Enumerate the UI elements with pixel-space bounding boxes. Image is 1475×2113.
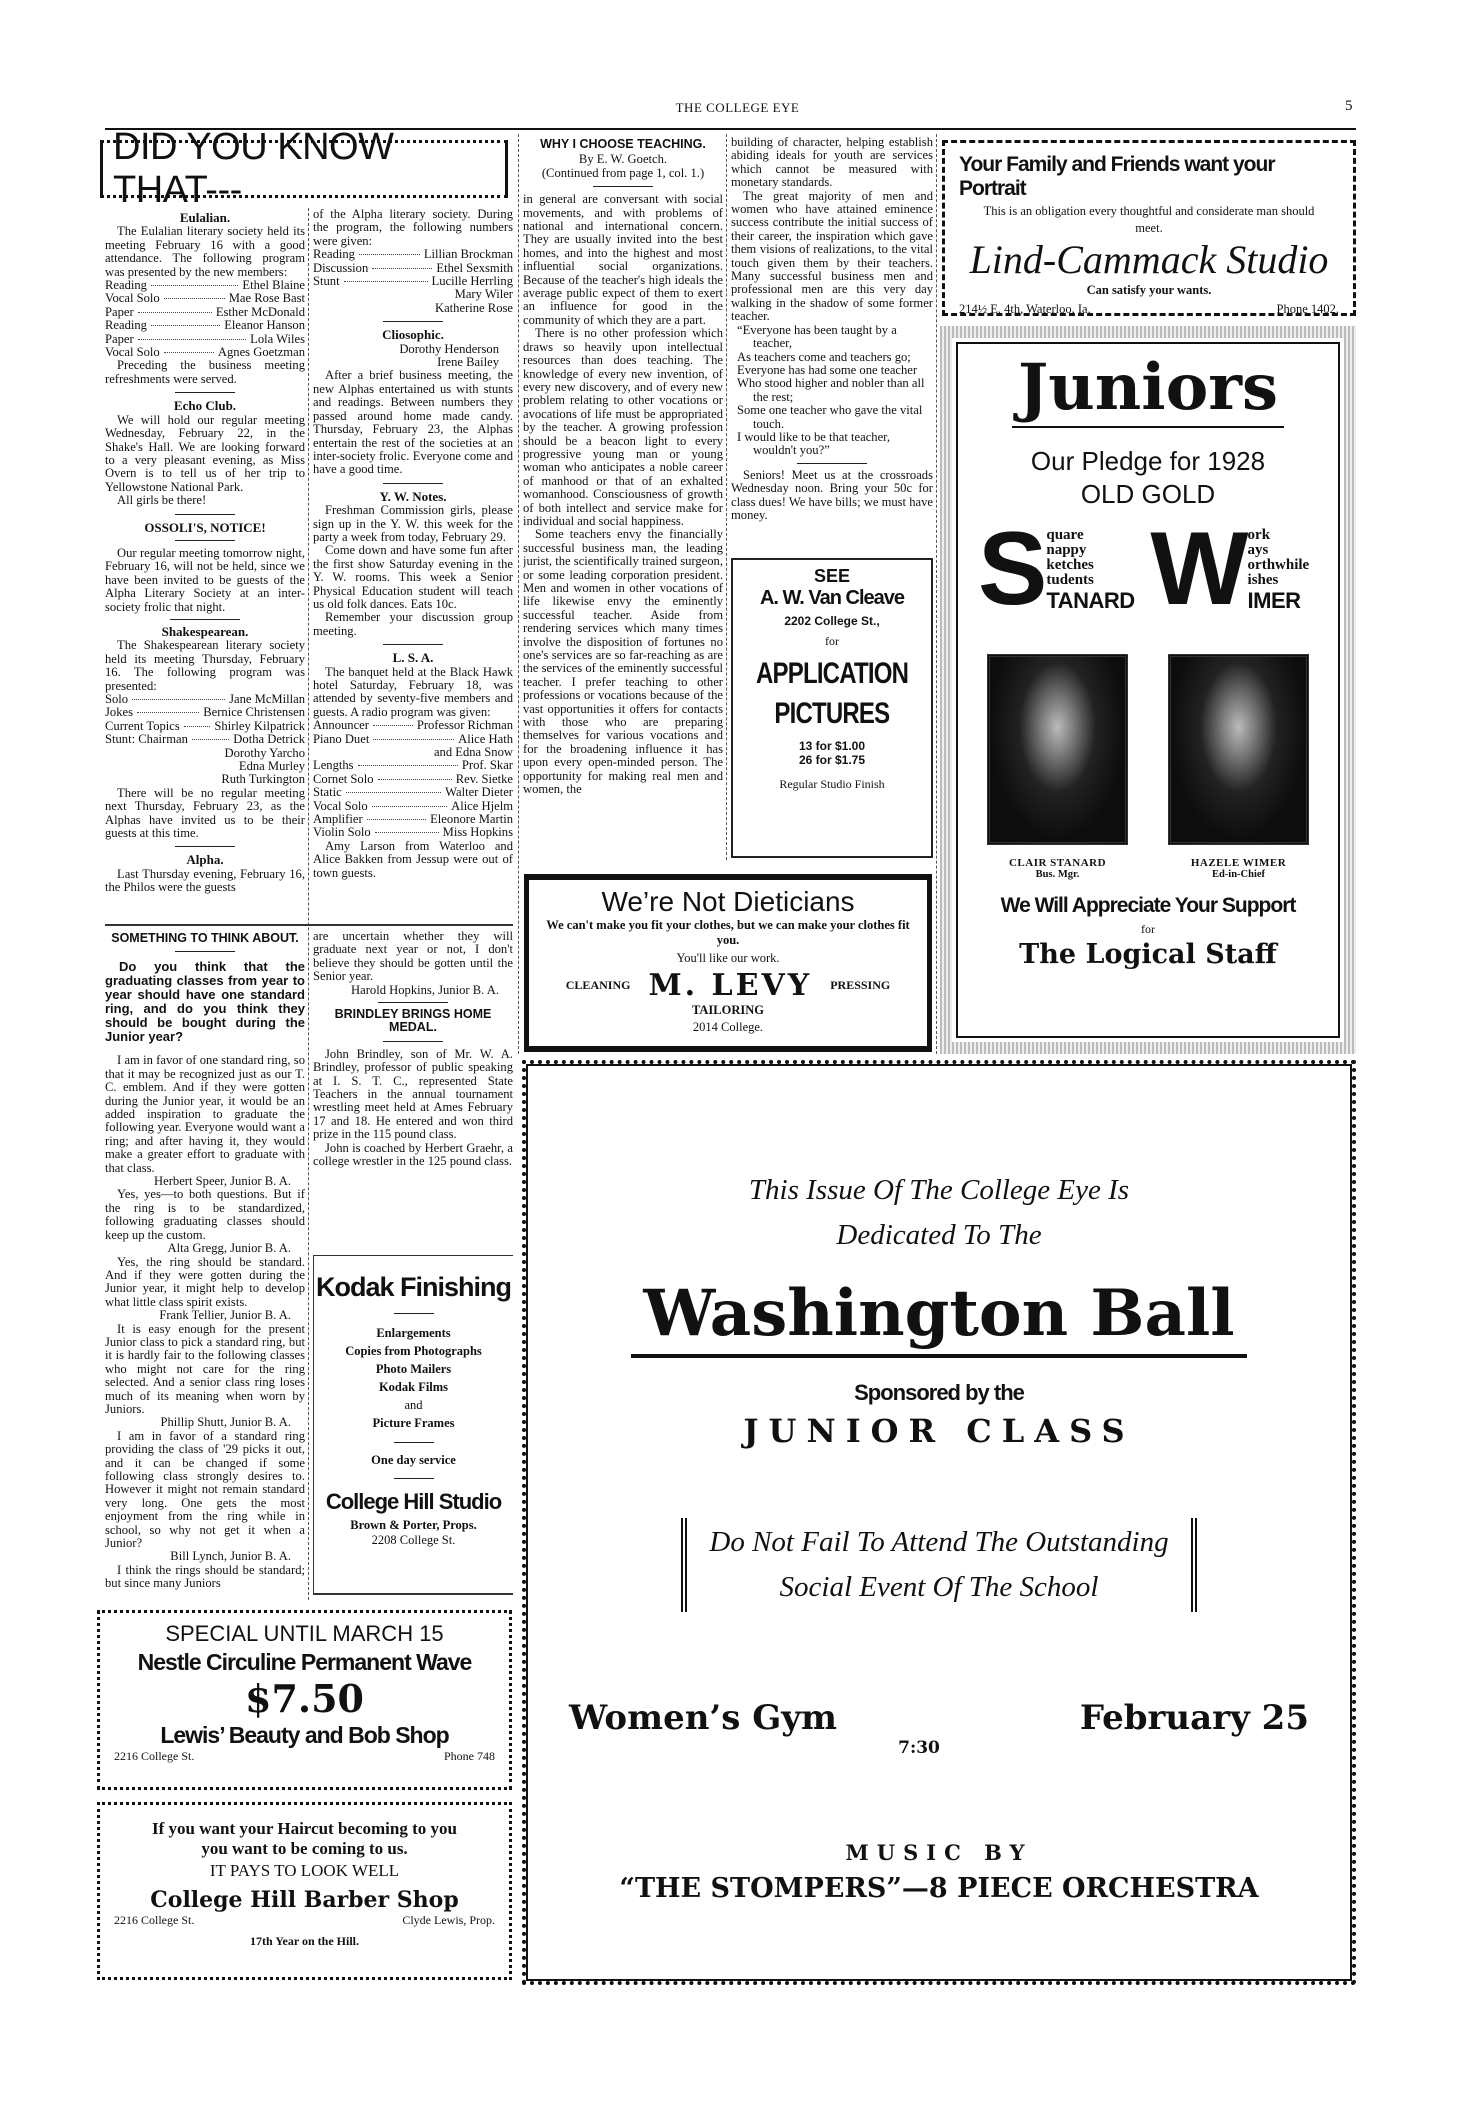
- signature: Bill Lynch, Junior B. A.: [170, 1549, 291, 1564]
- studio-address: 214½ E. 4th, Waterloo, Ia.: [959, 302, 1091, 316]
- program-performer: Shirley Kilpatrick: [214, 718, 305, 733]
- program-performer: Lola Wiles: [250, 331, 305, 346]
- candidate-stanard: [987, 654, 1128, 880]
- program-item: Vocal Solo: [313, 798, 368, 813]
- column-divider: [308, 208, 309, 1600]
- divider: [383, 644, 443, 645]
- barber-line-2: you want to be coming to us.: [201, 1839, 408, 1858]
- paragraph: Yes, the ring should be standard. And if they were gotten during the Junior year, it might help to develop what little class spirit exists.: [105, 1254, 305, 1309]
- w-initial: W: [1150, 511, 1248, 627]
- program-performer: Prof. Skar: [461, 758, 513, 773]
- ring-article-column: [105, 930, 305, 1598]
- program-row: [105, 760, 305, 773]
- signature: Harold Hopkins, Junior B. A.: [351, 982, 499, 997]
- divider: [378, 1002, 448, 1003]
- program-item: Amplifier: [313, 812, 363, 827]
- for-label: for: [1141, 922, 1155, 936]
- byline: By E. W. Goetch.: [578, 152, 668, 167]
- article-heading: Shakespearean.: [161, 623, 249, 639]
- leader-dots: [359, 254, 420, 255]
- divider: [593, 186, 653, 187]
- article-heading: OSSOLI'S, NOTICE!: [144, 519, 266, 535]
- paragraph: All girls be there!: [117, 493, 207, 508]
- leader-dots: [344, 281, 428, 282]
- washington-ball-title: Washington Ball: [631, 1274, 1246, 1358]
- leader-dots: [373, 739, 454, 740]
- leader-dots: [184, 726, 211, 727]
- paragraph: Seniors! Meet us at the crossroads Wednesday noon. Bring your 50c for class dues! We have bills; we must have money.: [731, 467, 933, 522]
- question: Do you think that the graduating classes from year to year should have one standard ring, and do you think they should be bought during the Junior year?: [105, 959, 305, 1045]
- poem-line: “Everyone has been taught by a teacher,: [737, 322, 897, 351]
- attend-line-2: Social Event Of The School: [779, 1571, 1099, 1603]
- barber-proprietor: Clyde Lewis, Prop.: [402, 1913, 495, 1927]
- event-location: Women’s Gym: [569, 1698, 837, 1738]
- paragraph: There will be no regular meeting next Thursday, February 23, as the Alphas have invited us to be their guests at this time.: [105, 785, 305, 841]
- kodak-title: Kodak Finishing: [315, 1272, 511, 1302]
- divider: [175, 951, 235, 952]
- leader-dots: [138, 339, 246, 340]
- program-item: Current Topics: [105, 718, 180, 733]
- program-item: Violin Solo: [313, 825, 371, 840]
- kodak-item: Enlargements: [376, 1326, 451, 1340]
- juniors-ad-frame: [940, 326, 1356, 1054]
- program-item: Cornet Solo: [313, 771, 374, 786]
- divider: [383, 483, 443, 484]
- photographer-name: A. W. Van Cleave: [759, 587, 905, 609]
- barber-shop-ad: [97, 1802, 512, 1980]
- program-performer: Mary Wiler: [454, 287, 513, 302]
- program-item: Solo: [105, 692, 129, 706]
- program-row: [313, 813, 513, 826]
- divider: [175, 846, 235, 847]
- dedication-line-2: Dedicated To The: [836, 1219, 1042, 1251]
- kodak-item: and: [404, 1398, 423, 1412]
- junior-class-label: JUNIOR CLASS: [743, 1412, 1135, 1450]
- poem-line: Who stood higher and nobler than all the rest;: [737, 376, 925, 404]
- for-label: for: [825, 634, 839, 648]
- signature: Alta Gregg, Junior B. A.: [167, 1241, 291, 1256]
- article-heading: L. S. A.: [392, 650, 434, 666]
- divider: [170, 619, 240, 620]
- leader-dots: [132, 699, 225, 700]
- leader-dots: [151, 285, 238, 286]
- studio-address: 2208 College St.: [371, 1533, 456, 1547]
- divider: [797, 463, 867, 464]
- program-row: [313, 786, 513, 799]
- barber-line-1: If you want your Haircut becoming to you: [152, 1819, 457, 1838]
- signature: Frank Tellier, Junior B. A.: [159, 1308, 291, 1323]
- program-performer: Jane McMillan: [229, 692, 305, 706]
- program-row: [313, 759, 513, 772]
- did-you-know-banner: [100, 126, 508, 211]
- paragraph: The Shakespearean literary society held its meeting Thursday, February 16. The following program was presented:: [105, 638, 305, 693]
- finish-label: Regular Studio Finish: [779, 777, 885, 791]
- program-performer: Eleonore Martin: [430, 812, 513, 827]
- paragraph: The great majority of men and women who have attained eminence success contribute the initial success of their career, the inspiration which gave them visions of realizations, to the vital touch given them by their teachers. Many successful business men and professional men are this very day walking in the shadow of some former teacher.: [731, 188, 933, 324]
- paragraph: building of character, helping establish abiding ideals for youth are services which cannot be measured with monetary standards.: [731, 136, 933, 190]
- paragraph: We will hold our regular meeting Wednesday, February 22, in the Shake's Hall. We are looking forward to a very pleasant evening, as Miss Overn is to tell us of her trip to Yellowstone National Park.: [105, 412, 305, 494]
- appreciate-line: We Will Appreciate Your Support: [1000, 894, 1296, 917]
- portrait-photo: [1168, 654, 1309, 845]
- leader-dots: [346, 792, 441, 793]
- teaching-article-column-2: [731, 136, 933, 552]
- program-row: [105, 706, 305, 719]
- divider: [383, 1041, 443, 1042]
- program-performer: Eleanor Hanson: [224, 318, 305, 333]
- program-performer: Alice Hjelm: [451, 798, 513, 813]
- pledge-line: Our Pledge for 1928: [1030, 446, 1266, 476]
- price-2: 26 for $1.75: [798, 753, 866, 767]
- column-divider: [518, 134, 519, 1054]
- program-performer: Dorothy Yarcho: [224, 745, 305, 760]
- kodak-item: Copies from Photographs: [345, 1344, 482, 1358]
- program-list: [313, 248, 513, 315]
- paragraph: Come down and have some fun after the first show Saturday evening in the Y. W. rooms. This week a Senior Physical Education student will teach us old folk dances. Eats 10c.: [313, 543, 513, 611]
- music-by-label: MUSIC BY: [845, 1840, 1033, 1865]
- banner-title: DID YOU KNOW THAT---: [113, 126, 394, 211]
- page-number: 5: [1345, 98, 1353, 114]
- program-row: [313, 746, 513, 759]
- w-word: ishes: [1247, 572, 1279, 588]
- program-performer: Ethel Sexsmith: [436, 260, 513, 275]
- poem-line: I would like to be that teacher, wouldn't you?”: [737, 429, 891, 458]
- leader-dots: [138, 312, 212, 313]
- program-performer: Lillian Brockman: [423, 247, 513, 262]
- program-row: [105, 279, 305, 292]
- leader-dots: [378, 779, 452, 780]
- lewis-beauty-shop-ad: [97, 1610, 512, 1790]
- article-headline: BRINDLEY BRINGS HOME MEDAL.: [334, 1007, 492, 1035]
- attend-callout: [681, 1518, 1196, 1612]
- program-list: [313, 719, 513, 840]
- program-item: Static: [313, 785, 342, 800]
- paragraph: Some teachers envy the financially successful business man, the leading jurist, the scientifically trained surgeon, or some leading corporation president. Men and women in other vocations of life likewise envy the eminently successful teacher. Aside from rendering services which many times involve the disposition of fortunes no one's services are so far-reaching as are the services of the eminently successful teacher. I prefer teaching to other professions or vocations because of the vast opportunities it offers for contacts with those who are preparing themselves for various vocations and for the broadening influence it has upon every open-minded person. The opportunity for making real men and women, the: [523, 527, 723, 797]
- kodak-item: Picture Frames: [372, 1416, 455, 1430]
- brindley-article-column: [313, 930, 513, 1248]
- price-1: 13 for $1.00: [798, 739, 866, 753]
- poem-line: Some one teacher who gave the vital touch.: [737, 403, 923, 431]
- levy-headline: We’re Not Dieticians: [601, 886, 855, 917]
- program-item: Announcer: [313, 718, 369, 733]
- paragraph: I am in favor of a standard ring providing the class of '29 picks it out, and it can be changed if some following class strongly desires to. However it might not remain standard very long. One gets the most enjoyment from the ring while in school, so why not get it when a Junior?: [105, 1428, 305, 1551]
- s-word: ketches: [1046, 557, 1094, 573]
- program-performer: Lucille Herrling: [431, 274, 513, 289]
- old-gold-line: OLD GOLD: [1080, 479, 1216, 509]
- program-performer: Mae Rose Bast: [228, 291, 305, 306]
- s-surname: TANARD: [1046, 588, 1135, 613]
- leader-dots: [358, 765, 458, 766]
- lind-cammack-ad: [942, 140, 1356, 316]
- program-item: Paper: [105, 304, 134, 319]
- photographer-address: 2202 College St.,: [784, 614, 880, 628]
- leader-dots: [367, 819, 426, 820]
- s-word: tudents: [1046, 572, 1094, 588]
- program-row: [313, 719, 513, 732]
- poem-line: As teachers come and teachers go;: [737, 349, 911, 364]
- w-word: ays: [1247, 542, 1269, 558]
- paragraph: After a brief business meeting, the new Alphas entertained us with stunts and readings. Between numbers they passed around home made candy. Thursday, February 23, the Alphas entertain the rest of the societies at an inter-society frolic. Everyone come and have a good time.: [313, 368, 513, 477]
- band-name: “THE STOMPERS”—8 PIECE ORCHESTRA: [619, 1873, 1259, 1904]
- program-item: Paper: [105, 331, 134, 346]
- paragraph: in general are conversant with social movements, and with problems of national and international concern. They are usually invited into the best homes, and into the highest and most influential social organizations. Because of the teacher's high ideals the average public expect of them to exert an influence for good in the community of which they are a part.: [523, 192, 723, 327]
- pictures-headline: PICTURES: [774, 697, 890, 730]
- w-word: orthwhile: [1247, 557, 1310, 573]
- column-divider: [726, 134, 727, 860]
- program-performer: Alice Hath: [458, 731, 513, 746]
- program-performer: Katherine Rose: [435, 300, 513, 315]
- paragraph: The banquet held at the Black Hawk hotel Saturday, February 18, was attended by seventy-five members and guests. A radio program was given:: [313, 664, 513, 719]
- program-row: [313, 248, 513, 261]
- program-row: [105, 773, 305, 786]
- program-item: Lengths: [313, 758, 354, 773]
- program-performer: Edna Murley: [238, 759, 305, 774]
- program-row: [105, 306, 305, 319]
- program-item: Vocal Solo: [105, 345, 160, 360]
- program-performer: and Edna Snow: [433, 745, 513, 760]
- w-surname: IMER: [1247, 588, 1301, 613]
- program-performer: Bernice Christensen: [203, 705, 305, 720]
- divider: [175, 392, 235, 393]
- article-heading: Alpha.: [186, 852, 224, 868]
- levy-address: 2014 College.: [692, 1020, 764, 1034]
- program-performer: Ruth Turkington: [221, 772, 305, 787]
- attend-line-1: Do Not Fail To Attend The Outstanding: [709, 1526, 1169, 1558]
- candidates-acrostic: [978, 511, 1318, 627]
- divider: [394, 1313, 434, 1314]
- program-row: [105, 319, 305, 332]
- program-row: [313, 302, 513, 315]
- program-row: [313, 826, 513, 839]
- article-headline: WHY I CHOOSE TEACHING.: [540, 137, 706, 151]
- leader-dots: [372, 268, 432, 269]
- barber-shop-name: College Hill Barber Shop: [150, 1887, 459, 1913]
- shop-address: 2216 College St.: [114, 1749, 195, 1763]
- program-item: Reading: [313, 247, 355, 262]
- kodak-finishing-ad: [313, 1255, 513, 1595]
- program-row: [313, 773, 513, 786]
- program-performer: Professor Richman: [416, 718, 513, 733]
- masthead-title: THE COLLEGE EYE: [675, 100, 800, 115]
- program-row: [313, 275, 513, 288]
- levy-work: You'll like our work.: [676, 951, 780, 965]
- s-initial: S: [978, 511, 1047, 627]
- paragraph: The Eulalian literary society held its meeting February 16 with a good attendance. The following program was presented by the new members:: [105, 224, 305, 279]
- signature: Dorothy Henderson: [399, 341, 499, 356]
- program-item: Reading: [105, 318, 147, 333]
- portrait-subtext: This is an obligation every thoughtful and considerate man should meet.: [983, 204, 1315, 235]
- candidate-role: Ed-in-Chief: [1211, 869, 1266, 880]
- barber-line-3: IT PAYS TO LOOK WELL: [209, 1861, 400, 1880]
- program-item: Stunt: [313, 274, 340, 289]
- program-item: Vocal Solo: [105, 291, 160, 306]
- studio-props: Brown & Porter, Props.: [350, 1518, 477, 1532]
- cleaning-label: CLEANING: [565, 978, 631, 992]
- signature: Irene Bailey: [437, 355, 499, 370]
- program-row: [105, 333, 305, 346]
- program-row: [105, 733, 305, 746]
- program-row: [313, 800, 513, 813]
- leader-dots: [164, 352, 214, 353]
- divider: [175, 540, 235, 541]
- juniors-ad: [956, 342, 1340, 1038]
- program-row: [105, 693, 305, 706]
- society-news-column-1: [105, 208, 305, 920]
- van-cleave-ad: [731, 558, 933, 858]
- column-divider: [936, 134, 937, 1054]
- program-item: Discussion: [313, 260, 369, 275]
- program-list: [105, 693, 305, 787]
- article-heading: Eulalian.: [179, 210, 231, 225]
- paragraph: I think the rings should be standard; but since many Juniors: [105, 1562, 305, 1591]
- leader-dots: [372, 806, 447, 807]
- program-item: Stunt: Chairman: [105, 732, 188, 747]
- wave-price: $7.50: [245, 1676, 364, 1721]
- program-item: Jokes: [105, 705, 133, 720]
- program-row: [105, 720, 305, 733]
- portrait-photo: [987, 654, 1128, 845]
- paragraph: are uncertain whether they will graduate next year or not, I don't believe they should be gotten until the Senior year.: [313, 930, 513, 984]
- sponsored-line: Sponsored by the: [854, 1380, 1024, 1405]
- program-row: [105, 747, 305, 760]
- levy-tailoring-ad: [524, 874, 932, 1052]
- paragraph: Our regular meeting tomorrow night, February 16, will not be held, since we have been invited to be guests of the Alpha Literary Society at an inter-society frolic that night.: [105, 545, 305, 614]
- program-row: [313, 733, 513, 746]
- washington-ball-ad: [522, 1060, 1356, 1985]
- logical-staff-slogan: The Logical Staff: [1019, 939, 1277, 970]
- program-performer: Agnes Goetzman: [217, 345, 305, 360]
- shop-name: Lewis’ Beauty and Bob Shop: [160, 1722, 449, 1748]
- application-headline: APPLICATION: [755, 657, 909, 690]
- event-time: 7:30: [898, 1738, 940, 1758]
- article-heading: Y. W. Notes.: [379, 488, 447, 504]
- program-row: [313, 288, 513, 301]
- candidate-name: CLAIR STANARD: [1008, 857, 1107, 869]
- tailoring-label: TAILORING: [691, 1003, 764, 1017]
- program-item: Reading: [105, 278, 147, 293]
- program-list: [105, 279, 305, 359]
- leader-dots: [192, 739, 229, 740]
- program-performer: Dotha Detrick: [233, 732, 305, 747]
- divider: [175, 514, 235, 515]
- leader-dots: [151, 325, 220, 326]
- paragraph: John Brindley, son of Mr. W. A. Brindley, professor of public speaking at I. S. T. C., represented State Teachers in the annual tournament wrestling meet held at Ames February 17 and 18. He entered and won third prize in the 115 pound class.: [313, 1046, 513, 1142]
- program-performer: Walter Dieter: [445, 785, 513, 800]
- signature: Phillip Shutt, Junior B. A.: [160, 1415, 291, 1430]
- section-divider: [105, 924, 513, 926]
- special-headline: SPECIAL UNTIL MARCH 15: [165, 1621, 444, 1646]
- levy-name: M. LEVY: [648, 968, 813, 1003]
- paragraph: of the Alpha literary society. During the program, the following numbers were given:: [313, 208, 513, 248]
- shop-phone: Phone 748: [444, 1749, 495, 1763]
- program-performer: Miss Hopkins: [442, 825, 513, 840]
- studio-name: College Hill Studio: [325, 1489, 502, 1514]
- paragraph: Freshman Commission girls, please sign up in the Y. W. this week for the party a week from today, February 29.: [313, 503, 513, 544]
- leader-dots: [375, 832, 439, 833]
- kodak-item: Photo Mailers: [375, 1362, 452, 1376]
- program-row: [105, 292, 305, 305]
- article-heading: Cliosophic.: [382, 327, 444, 343]
- leader-dots: [164, 298, 225, 299]
- signature: Herbert Speer, Junior B. A.: [154, 1174, 291, 1189]
- article-heading: Echo Club.: [173, 398, 237, 414]
- studio-phone: Phone 1402.: [1276, 302, 1339, 316]
- article-headline: SOMETHING TO THINK ABOUT.: [111, 931, 299, 945]
- studio-logo-name: Lind-Cammack Studio: [969, 237, 1329, 282]
- paragraph: I am in favor of one standard ring, so that it may be recognized just as our T. C. emblem. And if they were gotten during the Junior year, it would be an added inspiration to graduate the following year. Everyone would want a ring; and after having it, they would make a greater effort to graduate with that class.: [105, 1053, 305, 1175]
- candidate-role: Bus. Mgr.: [1035, 869, 1080, 880]
- juniors-title: Juniors: [1012, 350, 1284, 428]
- teaching-article-column-1: [523, 136, 723, 862]
- divider: [383, 321, 443, 322]
- program-row: [313, 262, 513, 275]
- divider: [394, 1478, 434, 1479]
- see-label: SEE: [813, 566, 851, 586]
- kodak-item: Kodak Films: [378, 1380, 449, 1394]
- pressing-label: PRESSING: [830, 978, 891, 992]
- byline: (Continued from page 1, col. 1.): [541, 165, 705, 180]
- paragraph: Preceding the business meeting refreshments were served.: [105, 358, 305, 386]
- paragraph: Yes, yes—to both questions. But if the ring is to be standardized, following graduating classes should keep up the custom.: [105, 1187, 305, 1242]
- barber-address: 2216 College St.: [114, 1913, 195, 1927]
- leader-dots: [137, 712, 199, 713]
- poem: [731, 324, 933, 458]
- barber-years: 17th Year on the Hill.: [249, 1934, 359, 1948]
- dedication-line-1: This Issue Of The College Eye Is: [748, 1174, 1130, 1206]
- leader-dots: [373, 725, 413, 726]
- wave-headline: Nestle Circuline Permanent Wave: [137, 1649, 472, 1675]
- paragraph: Remember your discussion group meeting.: [313, 610, 513, 638]
- candidate-wimer: [1168, 654, 1309, 880]
- levy-tagline: We can't make you fit your clothes, but we can make your clothes fit you.: [546, 918, 910, 947]
- paragraph: It is easy enough for the present Junior class to pick a standard ring, but it is hardly fair to the following classes who might not care for the ring selected. And a senior class ring loses much of its meaning when worn by Juniors.: [105, 1321, 305, 1416]
- kodak-service: One day service: [371, 1453, 456, 1467]
- program-row: [105, 346, 305, 359]
- candidate-name: HAZELE WIMER: [1190, 857, 1287, 869]
- program-performer: Rev. Sietke: [455, 771, 513, 786]
- studio-tagline: Can satisfy your wants.: [1086, 283, 1212, 297]
- portrait-headline: Your Family and Friends want your Portrait: [959, 153, 1275, 200]
- s-word: quare: [1046, 527, 1084, 543]
- program-item: Piano Duet: [313, 731, 370, 746]
- society-news-column-2: [313, 208, 513, 920]
- paragraph: John is coached by Herbert Graehr, a college wrestler in the 125 pound class.: [313, 1140, 513, 1169]
- w-word: ork: [1247, 527, 1271, 543]
- paragraph: There is no other profession which draws so heavily upon intellectual resources than does teaching. The knowledge of every new invention, of every new discovery, and of every new problem relating to other vocations or avocations of life must be appropriated by the teacher. A growing profession should be a beacon light to every progressive young man or young woman who anticipates a noble career of manhood or that of an exhalted womanhood. Consciousness of growth of both intellect and service make for individual and social happiness.: [523, 326, 723, 528]
- program-performer: Esther McDonald: [215, 304, 305, 319]
- program-performer: Ethel Blaine: [242, 278, 305, 293]
- s-word: nappy: [1046, 542, 1087, 558]
- divider: [394, 1442, 434, 1443]
- event-date: February 25: [1079, 1698, 1309, 1738]
- paragraph: Amy Larson from Waterloo and Alice Bakken from Jessup were out of town guests.: [313, 838, 513, 880]
- paragraph: Last Thursday evening, February 16, the Philos were the guests: [105, 866, 305, 895]
- poem-line: Everyone has had some one teacher: [737, 362, 918, 377]
